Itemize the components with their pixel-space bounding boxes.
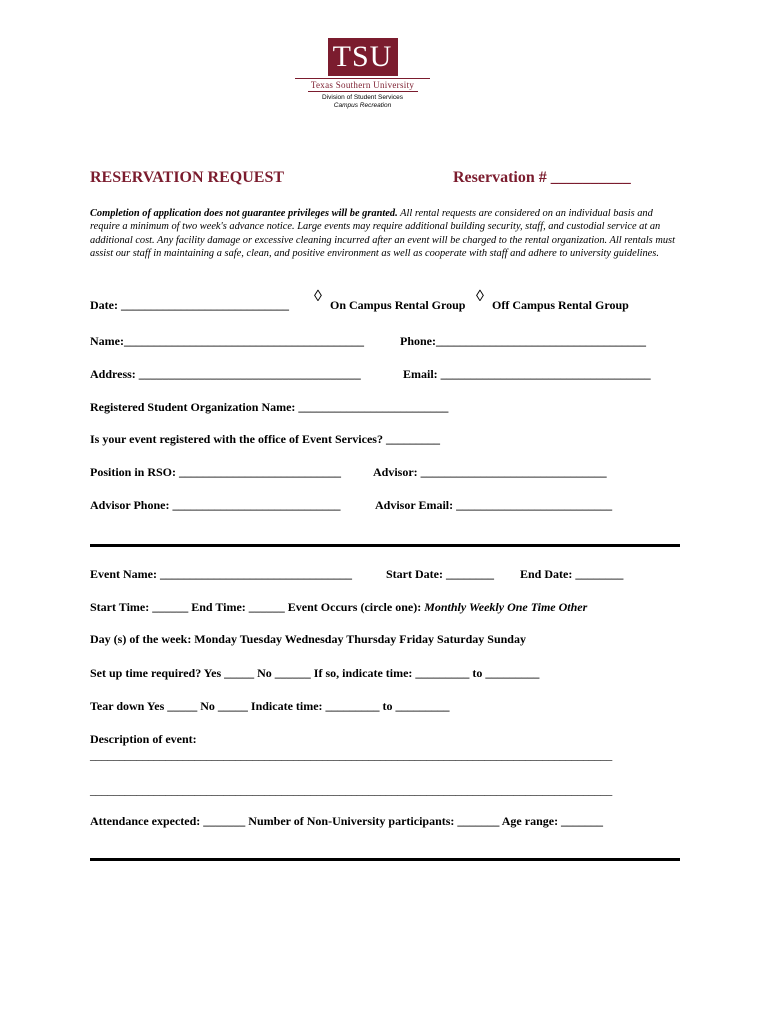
advisor-email-field[interactable]: Advisor Email: __________________________ <box>375 498 613 512</box>
date-field[interactable]: Date: ____________________________ <box>90 298 289 312</box>
on-campus-option[interactable]: On Campus Rental Group <box>330 298 466 312</box>
start-date-field[interactable]: Start Date: ________ <box>386 567 494 581</box>
logo-rule <box>295 78 430 79</box>
notice-bold: Completion of application does not guarantee privileges will be granted. <box>90 208 398 219</box>
description-line-2[interactable]: __________________________________________________________________________________________ <box>90 783 613 797</box>
logo-department: Campus Recreation <box>333 102 392 109</box>
phone-field[interactable]: Phone:___________________________________ <box>400 334 646 348</box>
reservation-number-field[interactable]: Reservation # __________ <box>453 169 631 186</box>
section-divider-bottom <box>90 858 680 861</box>
off-campus-diamond-icon[interactable]: ◊ <box>476 288 484 305</box>
section-divider-top <box>90 544 680 547</box>
on-campus-diamond-icon[interactable]: ◊ <box>314 288 322 305</box>
university-logo <box>295 38 430 110</box>
notice-text: All rental requests are considered on an individual basis and require a minimum of two week's advance notice. Large events may require additional building security, staff, and custodial service at an additional cost. Any facility damage or excessive cleaning incurred after an event will be charged to the rental organization. All rentals must assist our staff in maintaining a safe, clean, and positive environment as well as cooperate with staff and adhere to university guidelines. <box>90 208 675 259</box>
teardown-field[interactable]: Tear down Yes _____ No _____ Indicate time: _________ to _________ <box>90 699 450 713</box>
event-services-field[interactable]: Is your event registered with the office of Event Services? _________ <box>90 432 440 446</box>
description-line-1[interactable]: __________________________________________________________________________________________ <box>90 748 613 762</box>
rso-name-field[interactable]: Registered Student Organization Name: _________________________ <box>90 400 449 414</box>
description-label: Description of event: <box>90 732 197 746</box>
form-title: RESERVATION REQUEST <box>90 169 285 186</box>
advisor-phone-field[interactable]: Advisor Phone: ____________________________ <box>90 498 341 512</box>
logo-mark: TSU <box>328 38 398 76</box>
off-campus-option[interactable]: Off Campus Rental Group <box>492 298 629 312</box>
logo-rule-2 <box>308 91 418 92</box>
days-of-week[interactable]: Day (s) of the week: Monday Tuesday Wednesday Thursday Friday Saturday Sunday <box>90 632 526 646</box>
event-name-field[interactable]: Event Name: ________________________________ <box>90 567 352 581</box>
logo-university-name: Texas Southern University <box>310 80 415 90</box>
end-date-field[interactable]: End Date: ________ <box>520 567 624 581</box>
setup-time-field[interactable]: Set up time required? Yes _____ No ______ If so, indicate time: _________ to _________ <box>90 666 540 680</box>
attendance-row[interactable]: Attendance expected: _______ Number of Non-University participants: _______ Age range: _______ <box>90 814 604 828</box>
logo-division: Division of Student Services <box>322 94 403 101</box>
start-end-time-fields[interactable]: Start Time: ______ End Time: ______ Event Occurs (circle one): <box>90 600 425 614</box>
name-field[interactable]: Name:________________________________________ <box>90 334 364 348</box>
time-row <box>90 600 587 615</box>
address-field[interactable]: Address: _____________________________________ <box>90 367 361 381</box>
position-field[interactable]: Position in RSO: ___________________________ <box>90 465 342 479</box>
email-field[interactable]: Email: ___________________________________ <box>403 367 651 381</box>
advisor-field[interactable]: Advisor: _______________________________ <box>373 465 607 479</box>
notice-paragraph <box>90 207 675 260</box>
occurs-options[interactable]: Monthly Weekly One Time Other <box>424 600 588 614</box>
